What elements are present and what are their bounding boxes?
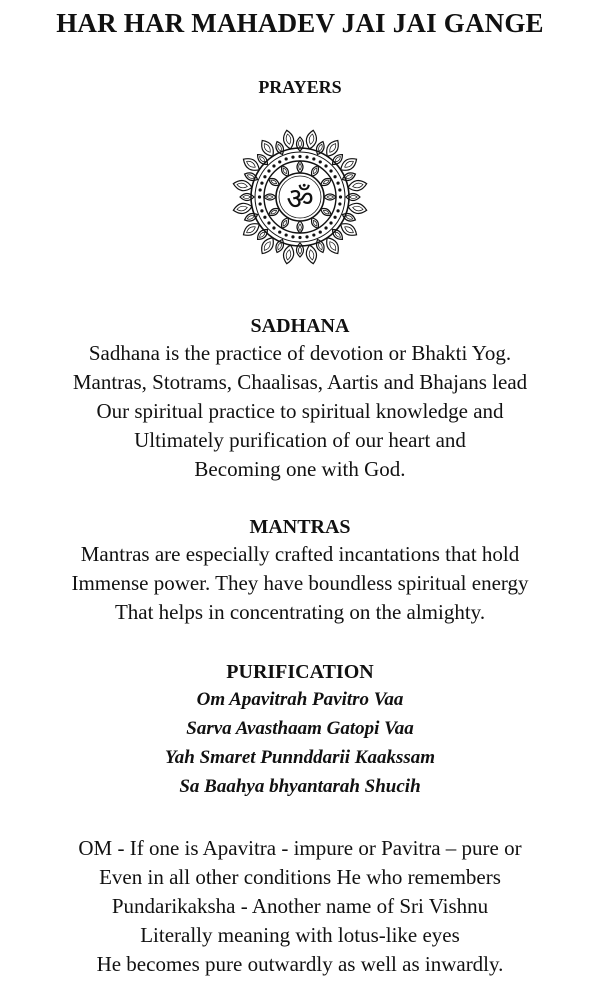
- svg-text:ॐ: ॐ: [286, 182, 314, 217]
- mantras-section: [0, 514, 600, 627]
- purification-heading: PURIFICATION: [226, 661, 374, 683]
- mantras-line: Immense power. They have boundless spiritual energy: [71, 571, 529, 595]
- verse-line: Sarva Avasthaam Gatopi Vaa: [186, 718, 414, 739]
- mantras-line: Mantras are especially crafted incantations that hold: [80, 542, 520, 566]
- verse-line: Om Apavitrah Pavitro Vaa: [196, 689, 404, 710]
- mantras-heading: MANTRAS: [249, 516, 351, 538]
- sadhana-line: Ultimately purification of our heart and: [134, 428, 466, 452]
- sadhana-section: [0, 313, 600, 484]
- sadhana-heading: SADHANA: [250, 315, 350, 337]
- sadhana-line: Sadhana is the practice of devotion or Bhakti Yog.: [88, 341, 512, 365]
- sadhana-line: Becoming one with God.: [194, 457, 406, 481]
- meaning-line: Literally meaning with lotus-like eyes: [140, 923, 460, 947]
- om-mandala-icon: [230, 127, 370, 267]
- meaning-section: [0, 834, 600, 979]
- meaning-line: OM - If one is Apavitra - impure or Pavitra – pure or: [78, 836, 522, 860]
- mantras-line: That helps in concentrating on the almighty.: [114, 600, 486, 624]
- purification-section: [0, 659, 600, 801]
- meaning-line: Even in all other conditions He who remembers: [99, 865, 501, 889]
- page-subtitle: PRAYERS: [258, 77, 342, 97]
- sadhana-line: Our spiritual practice to spiritual knowledge and: [96, 399, 504, 423]
- meaning-line: Pundarikaksha - Another name of Sri Vishnu: [111, 894, 489, 918]
- verse-line: Yah Smaret Punnddarii Kaakssam: [164, 747, 436, 768]
- page-title: HAR HAR MAHADEV JAI JAI GANGE: [56, 8, 544, 38]
- verse-line: Sa Baahya bhyantarah Shucih: [179, 776, 421, 797]
- sadhana-line: Mantras, Stotrams, Chaalisas, Aartis and Bhajans lead: [72, 370, 528, 394]
- meaning-line: He becomes pure outwardly as well as inwardly.: [96, 952, 504, 976]
